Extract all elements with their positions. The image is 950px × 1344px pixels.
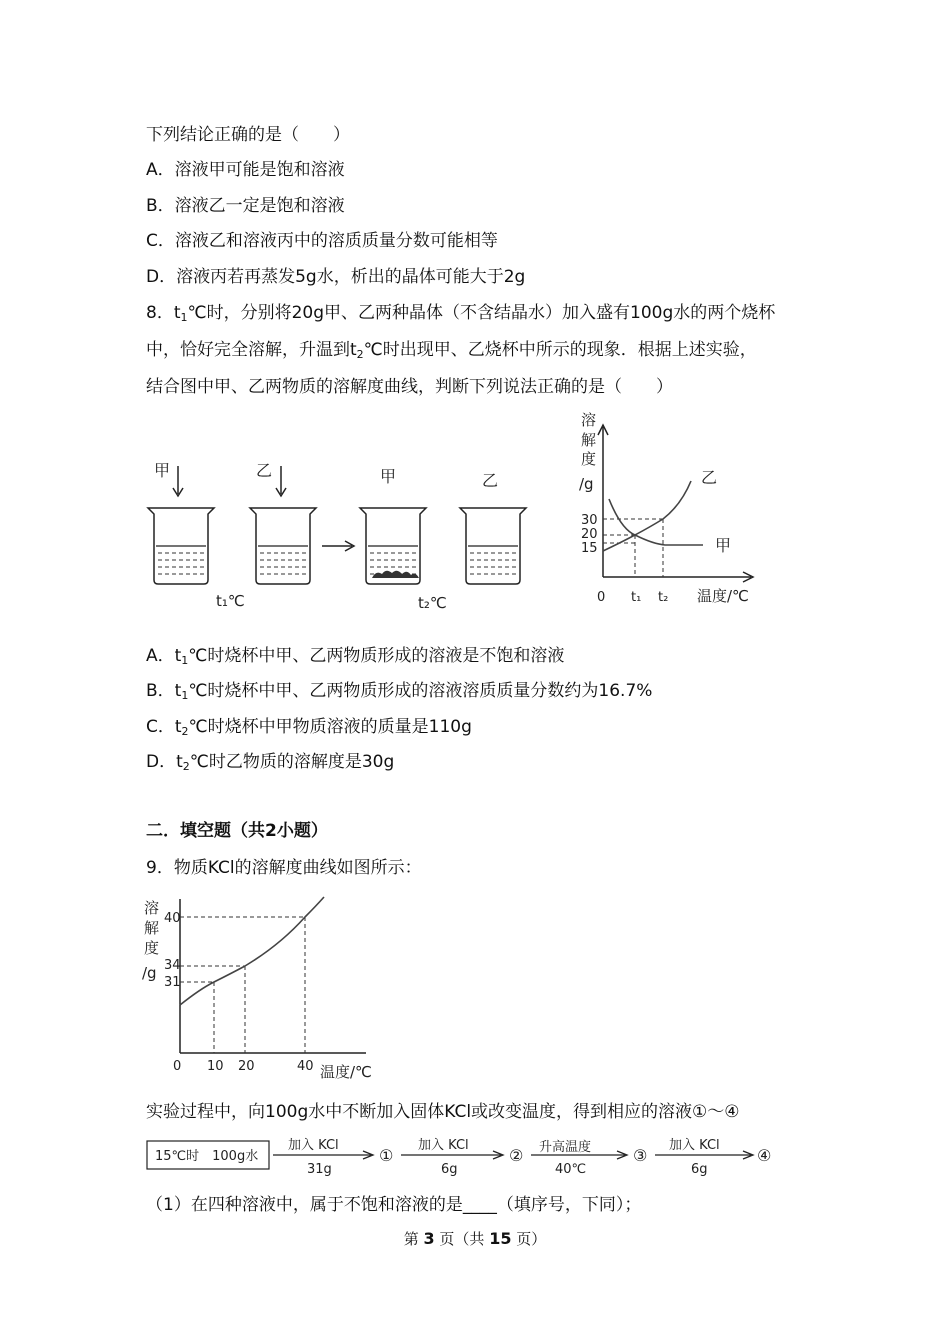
q8-ylabel-2: 解 [581, 431, 597, 449]
q9-ylabel-1: 溶 [144, 899, 160, 917]
q8-option-c: C．$t_2℃$时烧杯中甲物质溶液的质量是110g [146, 717, 472, 738]
flow-step2-top: 加入 KCl [418, 1138, 469, 1153]
flow-step4-top: 加入 KCl [669, 1138, 720, 1153]
beaker3-label: 甲 [380, 467, 397, 486]
section-2-heading: 二．填空题（共2小题） [146, 821, 328, 841]
q9-process-text: 实验过程中，向100g水中不断加入固体KCl或改变温度，得到相应的溶液①～④ [146, 1102, 740, 1122]
flow-node-1: ① [379, 1146, 394, 1165]
flow-step2-bottom: 6g [441, 1162, 458, 1177]
q9-ytick-31: 31 [164, 975, 181, 990]
q8-ylabel-1: 溶 [581, 411, 597, 429]
q7-prompt: 下列结论正确的是（ ） [146, 125, 350, 145]
q8-ytick-30: 30 [581, 513, 598, 528]
q9-kcl-solubility-graph [140, 893, 380, 1085]
page-number: 3 [423, 1229, 435, 1248]
q8-ylabel-4: /g [579, 475, 594, 493]
q7-option-d: D．溶液丙若再蒸发5g水，析出的晶体可能大于2g [146, 267, 526, 287]
q8-origin: 0 [597, 590, 606, 605]
q9-xtick-20: 20 [238, 1059, 255, 1074]
q8-stem-line2: 中，恰好完全溶解，升温到$t_2℃$时出现甲、乙烧杯中所示的现象．根据上述实验， [146, 340, 757, 361]
flow-step1-bottom: 31g [307, 1162, 332, 1177]
q9-prompt: 9．物质KCl的溶解度曲线如图所示： [146, 858, 422, 878]
q8-stem-line1: 8．$t_1℃$时，分别将20g甲、乙两种晶体（不含结晶水）加入盛有100g水的两个烧杯 [146, 303, 776, 324]
q7-option-a: A．溶液甲可能是饱和溶液 [146, 160, 345, 180]
q9-ytick-40: 40 [164, 911, 181, 926]
q9-ytick-34: 34 [164, 958, 181, 973]
page-total: 15 [489, 1229, 512, 1248]
q9-subquestion-1: （1）在四种溶液中，属于不饱和溶液的是____（填序号，下同）； [146, 1195, 642, 1215]
beaker-temp-t1: t₁℃ [216, 592, 245, 610]
beaker-temp-t2: t₂℃ [418, 594, 447, 612]
flow-start-text: 15℃时 100g水 [155, 1149, 259, 1164]
flow-step3-bottom: 40℃ [555, 1162, 587, 1177]
beaker2-label: 乙 [256, 461, 273, 480]
q8-stem-line3: 结合图中甲、乙两物质的溶解度曲线，判断下列说法正确的是（ ） [146, 377, 673, 397]
crystals-precipitate [372, 571, 419, 578]
q8-curve-jia [609, 499, 703, 545]
beaker-4 [460, 508, 526, 584]
flow-node-3: ③ [633, 1146, 648, 1165]
q8-xtick-t1: t₁ [631, 590, 642, 605]
flow-step4-bottom: 6g [691, 1162, 708, 1177]
flow-step1-top: 加入 KCl [288, 1138, 339, 1153]
q9-ylabel-3: 度 [144, 939, 160, 957]
q8-series-label-yi: 乙 [701, 468, 718, 487]
q8-ytick-20: 20 [581, 527, 598, 542]
q9-ylabel-4: /g [142, 964, 157, 982]
q8-option-d: D．$t_2℃$时乙物质的溶解度是30g [146, 752, 395, 773]
beaker-2 [250, 508, 316, 584]
flow-step3-top: 升高温度 [539, 1140, 592, 1155]
beaker-1 [148, 508, 214, 584]
q7-option-b: B．溶液乙一定是饱和溶液 [146, 196, 345, 216]
q8-series-label-jia: 甲 [715, 536, 732, 555]
q9-xtick-10: 10 [207, 1059, 224, 1074]
q8-option-a: A．$t_1℃$时烧杯中甲、乙两物质形成的溶液是不饱和溶液 [146, 646, 565, 667]
q8-option-b: B．$t_1℃$时烧杯中甲、乙两物质形成的溶液溶质质量分数约为16.7% [146, 681, 653, 702]
beaker4-label: 乙 [482, 471, 499, 490]
q8-solubility-graph [565, 405, 765, 610]
q9-ylabel-2: 解 [144, 919, 160, 937]
q7-option-c: C．溶液乙和溶液丙中的溶质质量分数可能相等 [146, 231, 498, 251]
q8-beaker-figure [140, 450, 550, 620]
q8-ytick-15: 15 [581, 541, 598, 556]
beaker1-label: 甲 [154, 461, 171, 480]
q9-process-flow [145, 1133, 785, 1181]
q9-xtick-40: 40 [297, 1059, 314, 1074]
q8-xlabel: 温度/℃ [697, 587, 749, 605]
q8-xtick-t2: t₂ [658, 590, 669, 605]
q9-origin: 0 [173, 1059, 182, 1074]
flow-node-2: ② [509, 1146, 524, 1165]
q8-ylabel-3: 度 [581, 450, 597, 468]
flow-node-4: ④ [757, 1146, 772, 1165]
q9-xlabel: 温度/℃ [320, 1063, 372, 1081]
q9-kcl-curve [180, 897, 324, 1005]
page-footer: 第 3 页（共 15 页） [403, 1229, 547, 1248]
